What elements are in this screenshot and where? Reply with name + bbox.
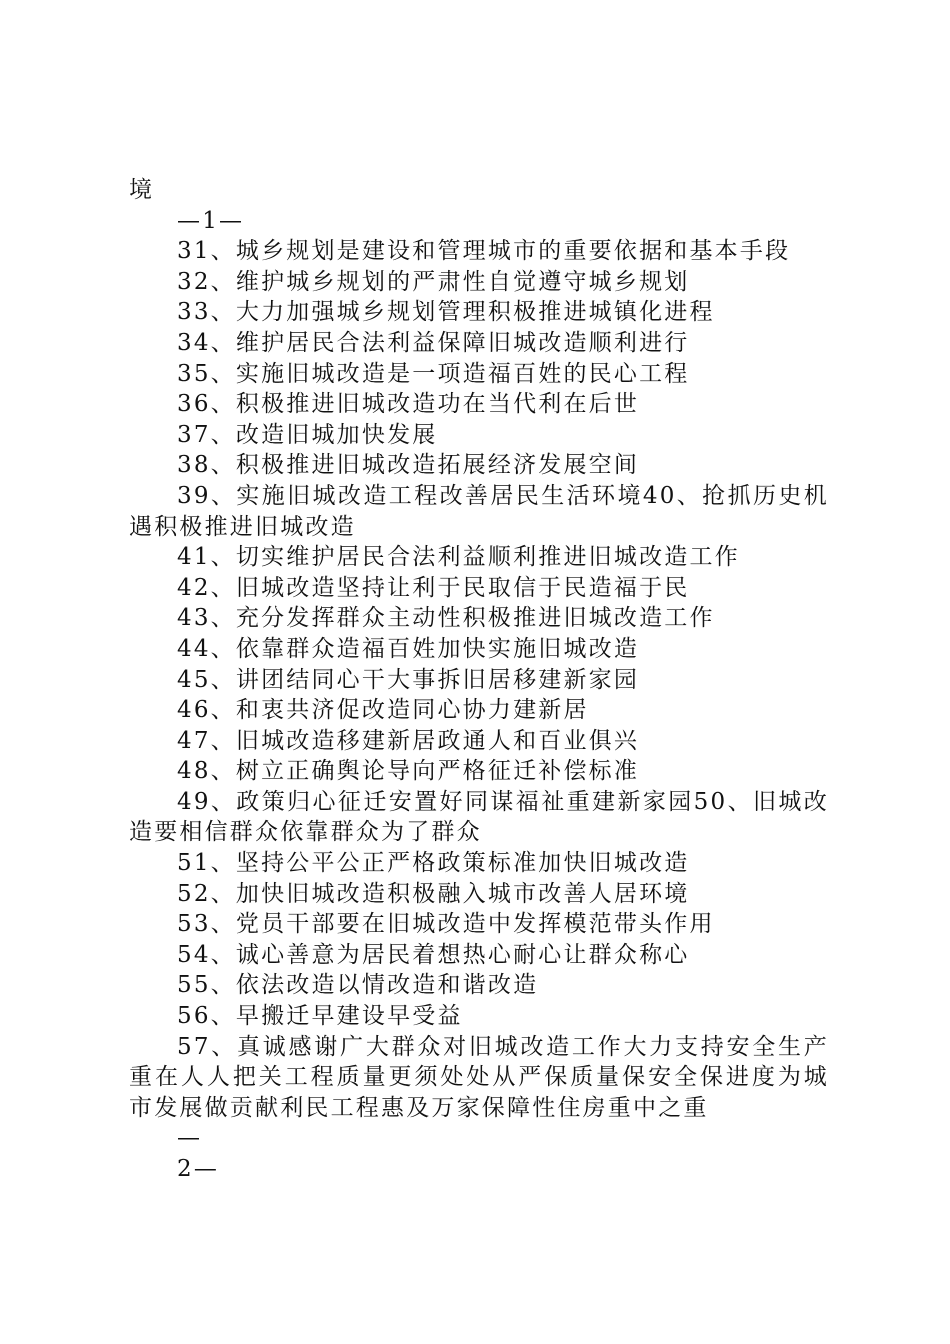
slogan-line: 31、城乡规划是建设和管理城市的重要依据和基本手段 [177, 238, 791, 265]
slogan-line: 44、依靠群众造福百姓加快实施旧城改造 [177, 635, 640, 662]
slogan-paragraph: 57、真诚感谢广大群众对旧城改造工作大力支持安全生产重在人人把关工程质量更须处处从严保质量保安全保进度为城市发展做贡献利民工程惠及万家保障性住房重中之重 [129, 1033, 829, 1121]
document-body [129, 175, 829, 1185]
slogan-line: 38、积极推进旧城改造拓展经济发展空间 [177, 452, 640, 479]
slogan-line: 46、和衷共济促改造同心协力建新居 [177, 697, 589, 724]
slogan-line: 54、诚心善意为居民着想热心耐心让群众称心 [177, 941, 690, 968]
slogan-line: 55、依法改造以情改造和谐改造 [177, 972, 539, 999]
slogan-line: 43、充分发挥群众主动性积极推进旧城改造工作 [177, 605, 715, 632]
slogan-paragraph: 49、政策归心征迁安置好同谋福祉重建新家园50、旧城改造要相信群众依靠群众为了群众 [129, 788, 829, 846]
page-marker: — [177, 1125, 203, 1152]
slogan-paragraph: 39、实施旧城改造工程改善居民生活环境40、抢抓历史机遇积极推进旧城改造 [129, 482, 829, 540]
slogan-line: 52、加快旧城改造积极融入城市改善人居环境 [177, 880, 690, 907]
slogan-line: 56、早搬迁早建设早受益 [177, 1003, 463, 1030]
slogan-line: 51、坚持公平公正严格政策标准加快旧城改造 [177, 850, 690, 877]
slogan-line: 53、党员干部要在旧城改造中发挥模范带头作用 [177, 911, 715, 938]
slogan-line: 34、维护居民合法利益保障旧城改造顺利进行 [177, 329, 690, 356]
slogan-line: 45、讲团结同心干大事拆旧居移建新家园 [177, 666, 640, 693]
slogan-line: 48、树立正确舆论导向严格征迁补偿标准 [177, 758, 640, 785]
slogan-line: 42、旧城改造坚持让利于民取信于民造福于民 [177, 574, 690, 601]
slogan-line: 33、大力加强城乡规划管理积极推进城镇化进程 [177, 299, 715, 326]
slogan-line: 35、实施旧城改造是一项造福百姓的民心工程 [177, 360, 690, 387]
page-marker: 2— [177, 1156, 220, 1182]
slogan-line: 32、维护城乡规划的严肃性自觉遵守城乡规划 [177, 268, 690, 295]
slogan-line: 37、改造旧城加快发展 [177, 421, 438, 448]
text-fragment: 境 [129, 177, 155, 203]
slogan-line: 41、切实维护居民合法利益顺利推进旧城改造工作 [177, 544, 740, 571]
slogan-line: 47、旧城改造移建新居政通人和百业俱兴 [177, 727, 640, 754]
page-marker: —1— [177, 207, 245, 234]
slogan-line: 36、积极推进旧城改造功在当代利在后世 [177, 391, 640, 418]
